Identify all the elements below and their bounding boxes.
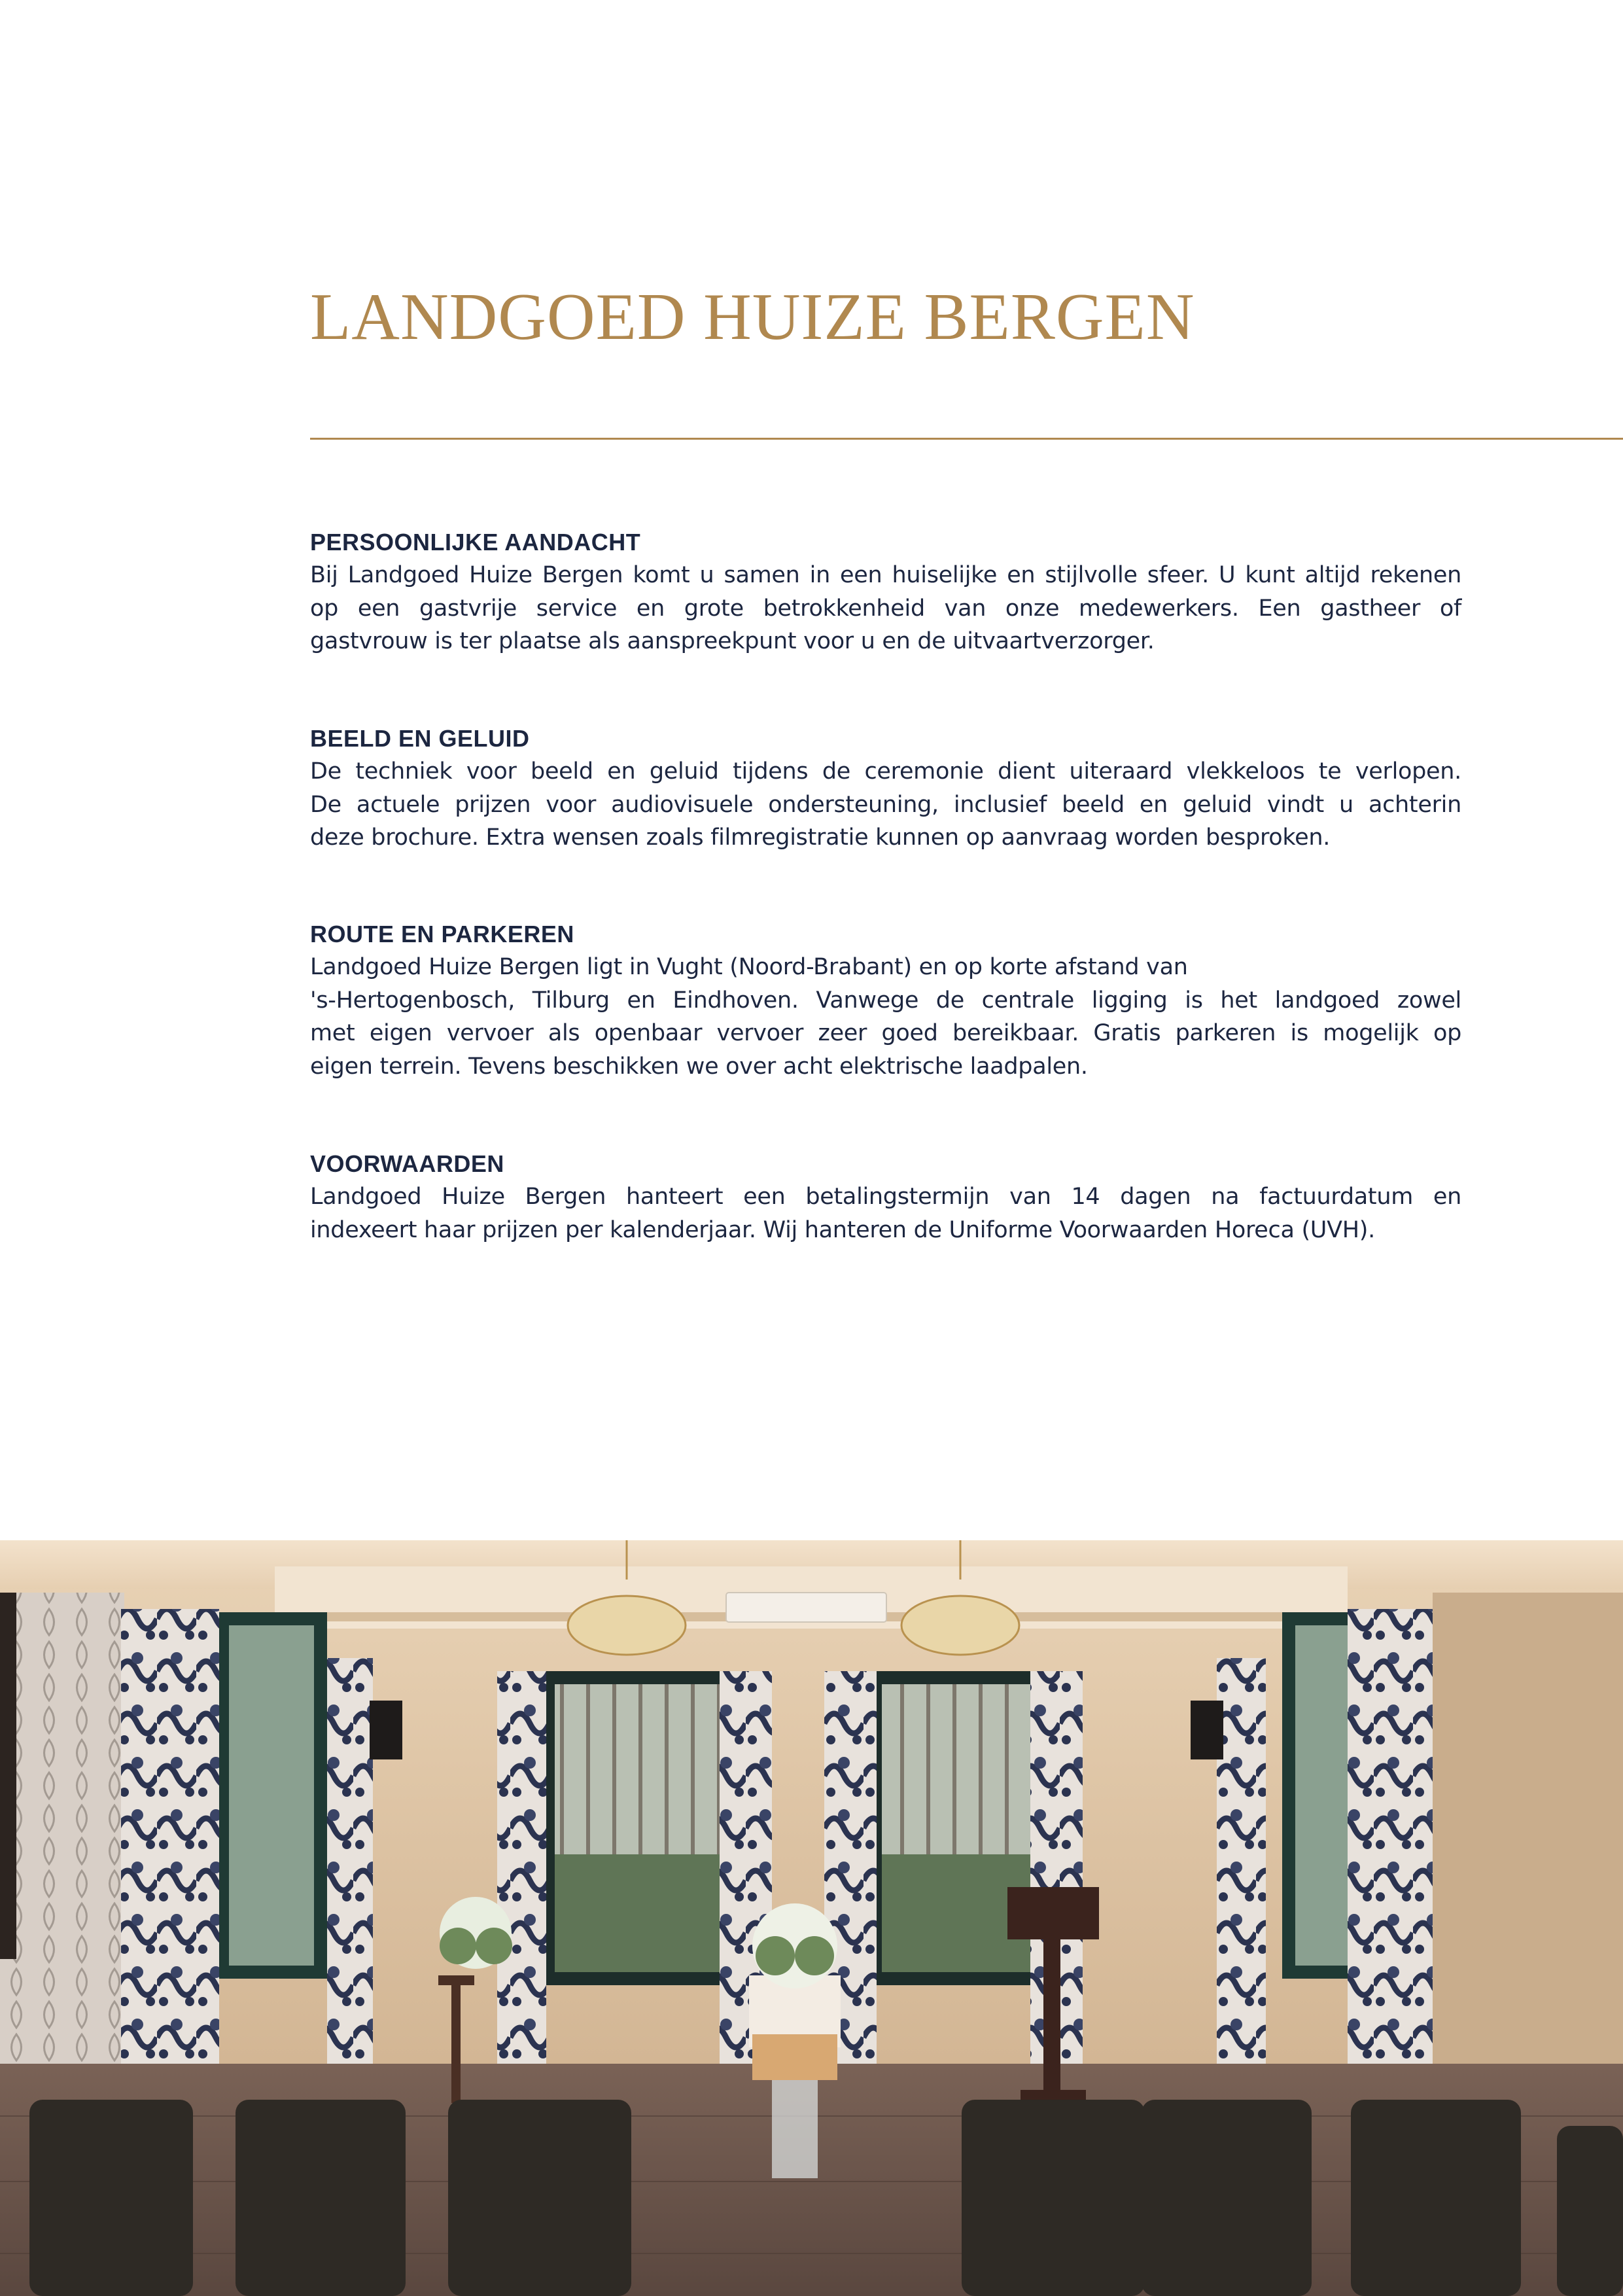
body-line: op een gastvrije service en grote betrokkenheid van onze medewerkers. Een gastheer of (310, 595, 1461, 622)
body-line: De actuele prijzen voor audiovisuele ondersteuning, inclusief beeld en geluid vindt u achterin (310, 791, 1461, 818)
page-title: LANDGOED HUIZE BERGEN (310, 280, 1195, 354)
body-line: met eigen vervoer als openbaar vervoer zeer goed bereikbaar. Gratis parkeren is mogelijk op (310, 1020, 1461, 1046)
body-line: Landgoed Huize Bergen ligt in Vught (Noord-Brabant) en op korte afstand van (310, 954, 1188, 980)
section-heading: ROUTE EN PARKEREN (310, 921, 574, 947)
section-body (310, 559, 1461, 658)
body-line: deze brochure. Extra wensen zoals filmregistratie kunnen op aanvraag worden besproken. (310, 824, 1331, 851)
body-line: Bij Landgoed Huize Bergen komt u samen in een huiselijke en stijlvolle sfeer. U kunt altijd rekenen (310, 562, 1461, 588)
title-divider (310, 438, 1623, 440)
section-heading: PERSOONLIJKE AANDACHT (310, 529, 641, 556)
section-body (310, 1180, 1461, 1246)
body-line: De techniek voor beeld en geluid tijdens de ceremonie dient uiteraard vlekkeloos te verlopen. (310, 758, 1461, 785)
section-heading: VOORWAARDEN (310, 1150, 504, 1177)
section-persoonlijke-aandacht (310, 526, 1461, 658)
section-body (310, 755, 1461, 855)
body-line: 's-Hertogenbosch, Tilburg en Eindhoven. Vanwege de centrale ligging is het landgoed zowel (310, 987, 1461, 1014)
body-line: Landgoed Huize Bergen hanteert een betalingstermijn van 14 dagen na factuurdatum en (310, 1184, 1461, 1210)
section-heading: BEELD EN GELUID (310, 725, 530, 752)
ceremony-room-photo (0, 1540, 1623, 2296)
body-line: eigen terrein. Tevens beschikken we over acht elektrische laadpalen. (310, 1053, 1088, 1080)
section-body (310, 951, 1461, 1083)
body-line: gastvrouw is ter plaatse als aanspreekpunt voor u en de uitvaartverzorger. (310, 628, 1155, 654)
section-route-en-parkeren (310, 918, 1461, 1083)
body-line: indexeert haar prijzen per kalenderjaar. Wij hanteren de Uniforme Voorwaarden Horeca (UVH). (310, 1216, 1375, 1243)
section-voorwaarden (310, 1148, 1461, 1246)
section-beeld-en-geluid (310, 722, 1461, 855)
